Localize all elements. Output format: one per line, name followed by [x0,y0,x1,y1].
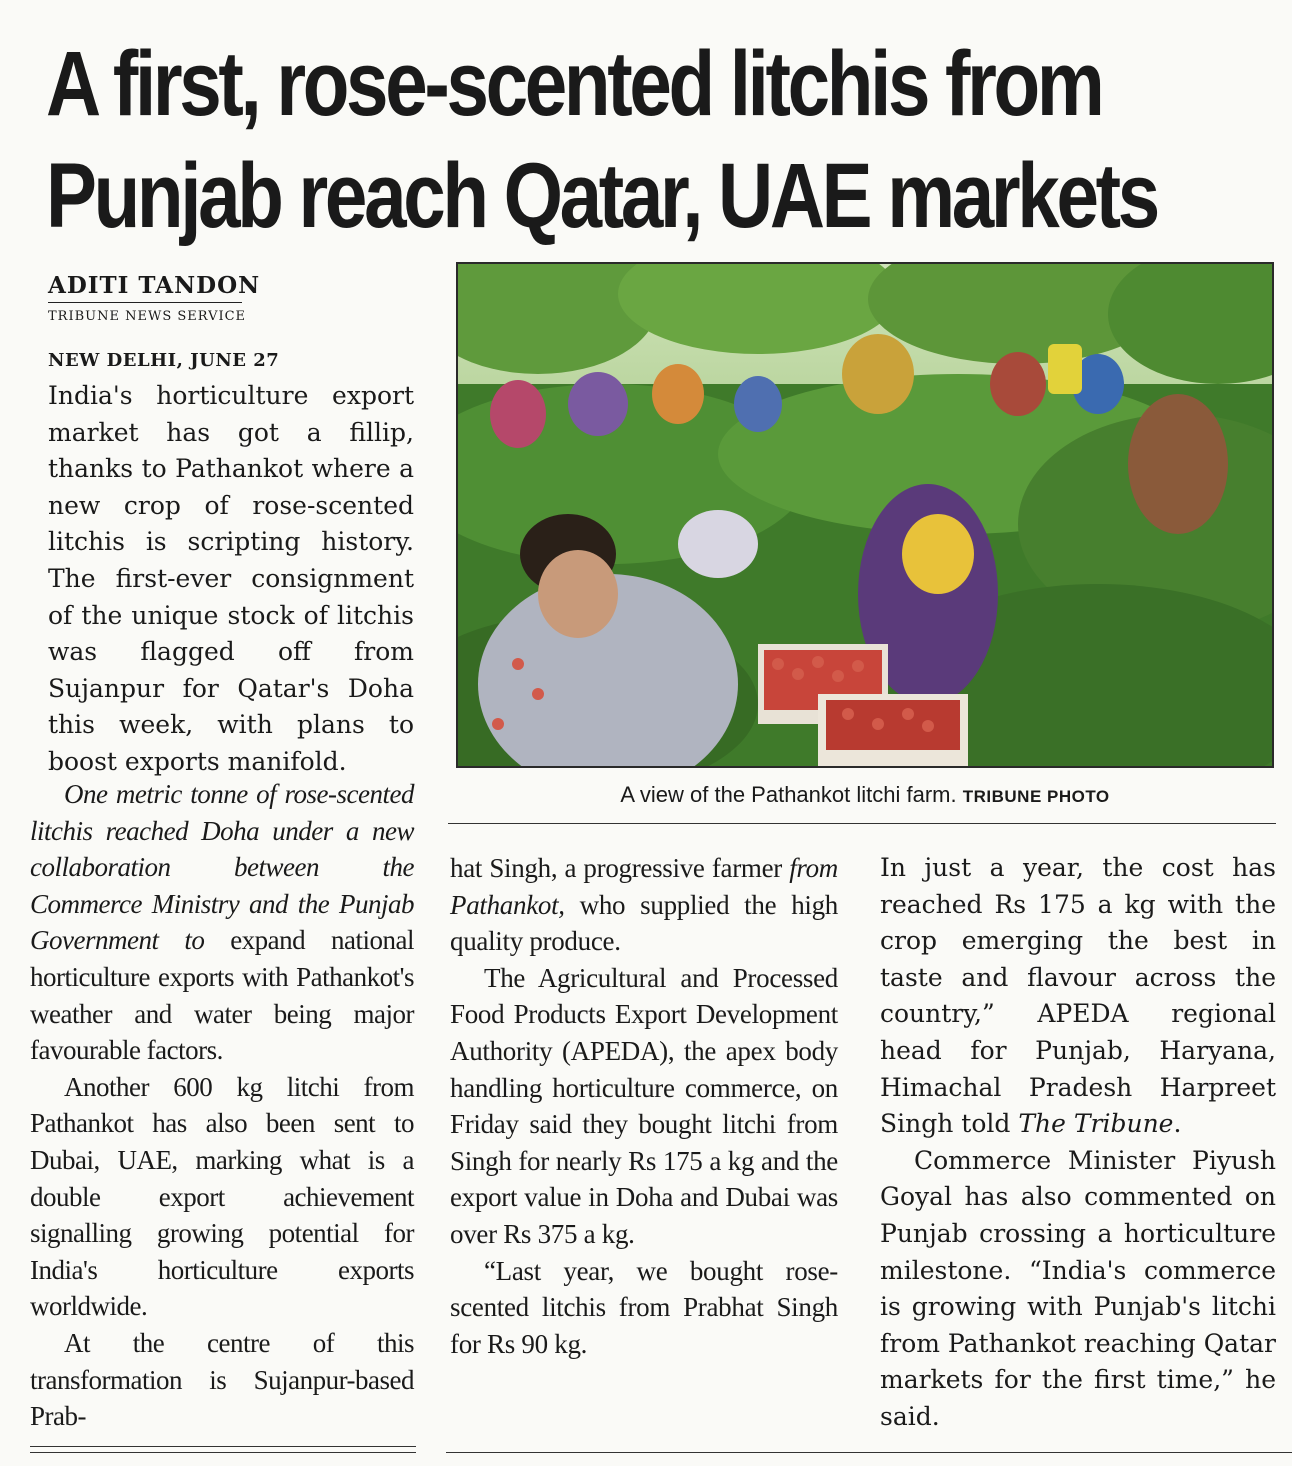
paragraph-goyal: Commerce Minister Piyush Goyal has also commented on Punjab crossing a horticulture milestone. “India's commerce is growing with Punjab's litchi from Pathankot reaching Qatar markets for the first time,” he said. [880,1145,1276,1431]
dateline: NEW DELHI, JUNE 27 [48,350,280,371]
paragraph-quote-continued-end: . [1173,1109,1182,1139]
article-column-1 [48,378,414,781]
farm-photo-illustration [458,264,1274,768]
paragraph-quote-continued [880,850,1276,1143]
paragraph-quote-start: “Last year, we bought rose-scented litchis from Prabhat Singh for Rs 90 kg. [450,1255,838,1359]
article-column-3 [880,850,1276,1436]
paragraph-collaboration-italic: One metric tonne of rose-scented litchis reached Doha under a new collaboration between the Commerce Ministry and the Punjab Government to [30,779,414,956]
headline-line-1: A first, rose-scented litchis from [46,33,1102,135]
caption-text: A view of the Pathankot litchi farm. [620,782,957,807]
byline-author: ADITI TANDON [48,272,261,299]
byline-service: TRIBUNE NEWS SERVICE [48,309,247,324]
photo-credit: TRIBUNE PHOTO [962,787,1110,806]
paragraph-apeda: The Agricultural and Processed Food Products Export Development Authority (APEDA), the apex body handling horticulture commerce, on Friday said they bought litchi from Singh for nearly Rs 175 a kg and the export value in Doha and Dubai was over Rs 375 a kg. [450,962,838,1249]
paragraph-quote-continued-italic: The Tribune [1018,1109,1174,1139]
paragraph-lead: India's horticulture export market has got a fillip, thanks to Pathankot where a new crop of rose-scented litchis is scripting history. The first-ever consignment of the unique stock of litchis was flagged off from Sujanpur for Qatar's Doha this week, with plans to boost exports manifold. [48,381,414,776]
article-column-1-continued [30,776,414,1435]
article-column-2 [450,850,838,1362]
byline-rule [48,302,242,303]
paragraph-farmer [450,850,838,960]
photo-caption [456,782,1274,808]
farm-photo [456,262,1274,768]
bottom-rule-left-2 [30,1452,416,1453]
headline-line-2: Punjab reach Qatar, UAE markets [46,145,1157,247]
paragraph-transformation: At the centre of this transformation is Sujanpur-based Prab- [30,1327,414,1432]
paragraph-farmer-end: who supplied the high quality produce. [450,889,838,957]
paragraph-farmer-start: hat Singh, a progressive farmer [450,853,790,883]
bottom-rule-left [30,1446,416,1447]
headline [46,28,1157,252]
paragraph-collaboration [30,776,414,1069]
paragraph-dubai: Another 600 kg litchi from Pathankot has also been sent to Dubai, UAE, marking what is a double export achievement signalling growing potential for India's horticulture exports worldwide. [30,1071,414,1322]
caption-divider [448,823,1276,824]
bottom-rule-right [446,1452,1292,1453]
paragraph-farmer-italic: from Pathankot, [450,853,838,920]
paragraph-collaboration-rest: expand national horticulture exports with Pathankot's weather and water being major favourable factors. [30,925,414,1066]
paragraph-quote-continued-start: In just a year, the cost has reached Rs 175 a kg with the crop emerging the best in taste and flavour across the country,” APEDA regional head for Punjab, Haryana, Himachal Pradesh Harpreet Singh told [880,853,1276,1139]
